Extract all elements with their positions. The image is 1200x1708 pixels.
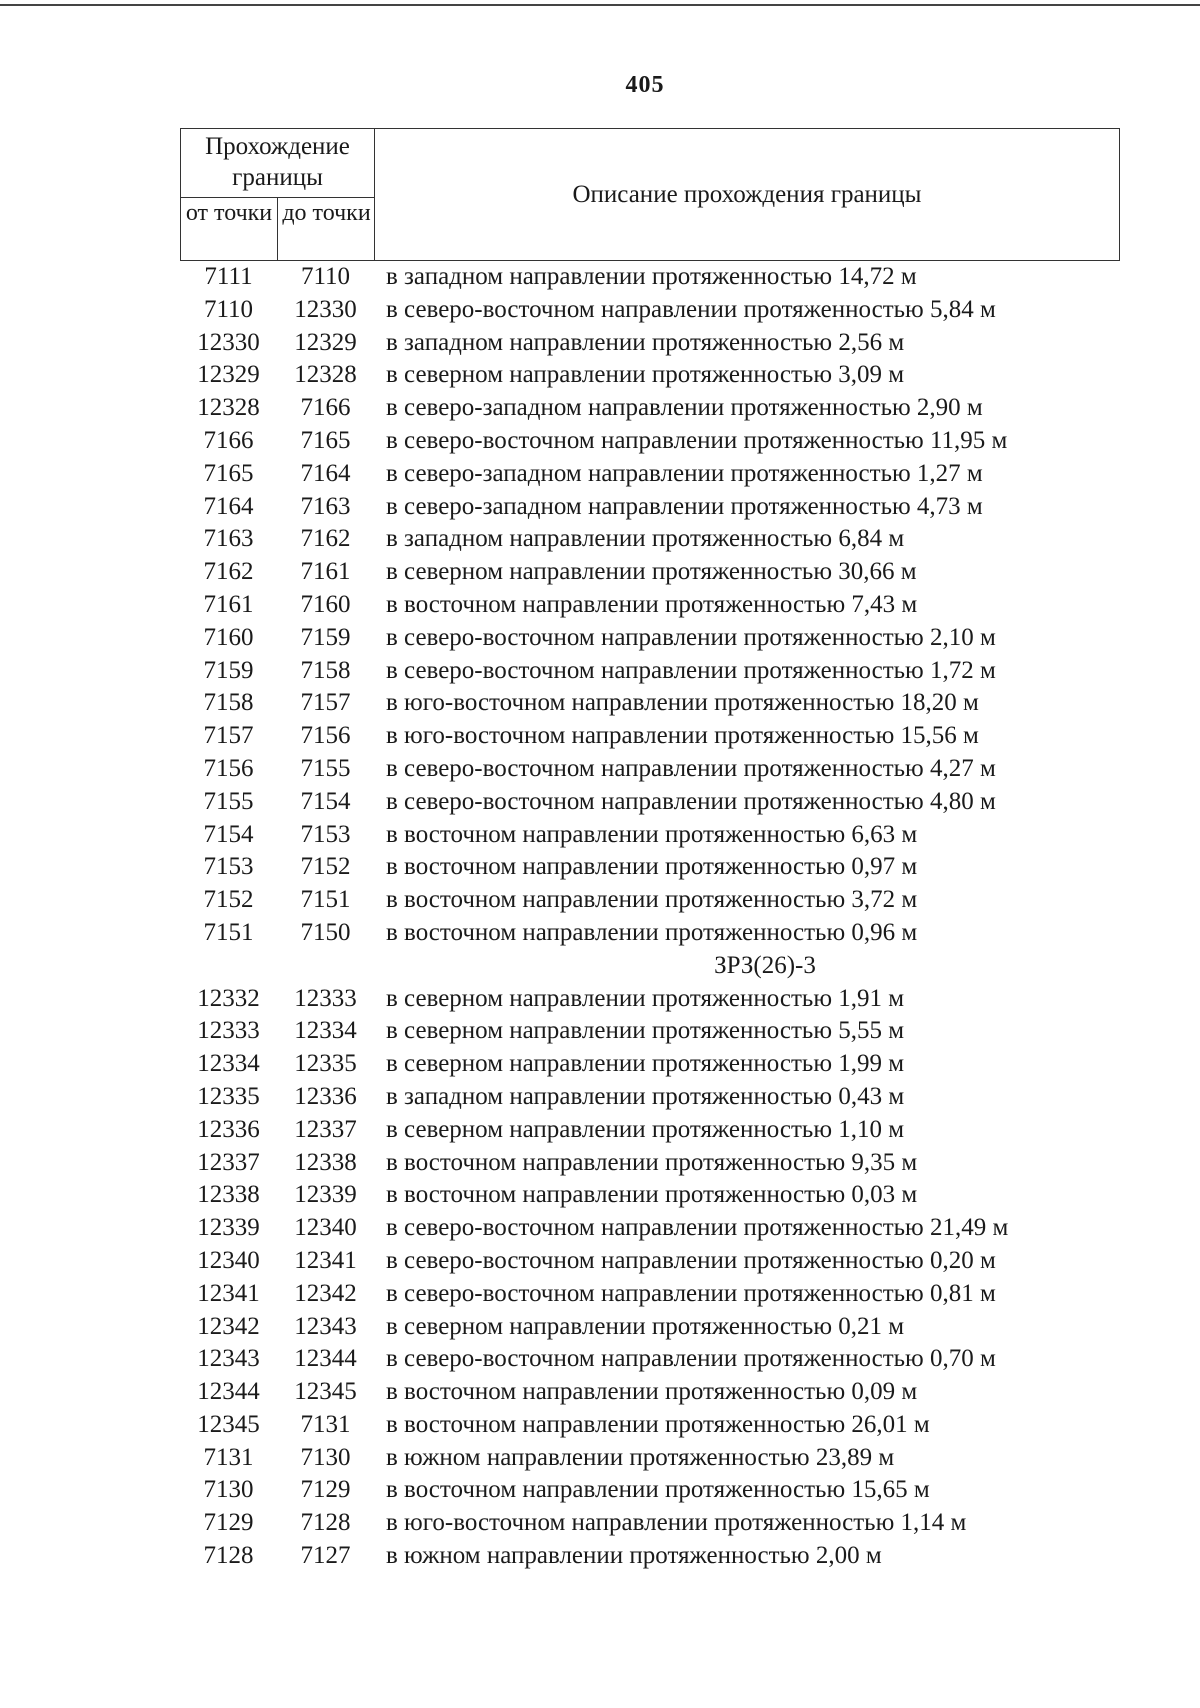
table-row xyxy=(180,819,1120,852)
table-header xyxy=(180,128,1120,261)
from-point-cell: 7111 xyxy=(204,263,253,290)
description-cell: в юго-восточном направлении протяженностью 1,14 м xyxy=(386,1509,967,1537)
to-point-cell: 7165 xyxy=(300,426,351,454)
to-point-cell: 7131 xyxy=(300,1410,351,1438)
from-point-cell: 12343 xyxy=(197,1345,260,1373)
rows-group-1 xyxy=(180,261,1120,950)
from-point-cell: 7154 xyxy=(203,820,254,848)
table-row xyxy=(180,983,1120,1016)
description-cell: в северном направлении протяженностью 1,99 м xyxy=(386,1050,905,1078)
table-row xyxy=(180,1442,1120,1475)
description-cell: в восточном направлении протяженностью 6,63 м xyxy=(386,820,918,848)
to-point-cell: 7151 xyxy=(300,886,351,914)
description-cell: в восточном направлении протяженностью 0,03 м xyxy=(386,1181,918,1209)
to-point-cell: 12329 xyxy=(294,328,357,356)
to-point-cell: 12341 xyxy=(294,1246,357,1274)
table-row xyxy=(180,1278,1120,1311)
header-boundary-passage xyxy=(181,129,375,260)
description-cell: в восточном направлении протяженностью 0,09 м xyxy=(386,1378,918,1406)
from-point-cell: 12341 xyxy=(197,1279,260,1307)
from-point-cell: 7130 xyxy=(203,1476,254,1504)
from-point-cell: 7155 xyxy=(203,787,254,815)
table-row xyxy=(180,1179,1120,1212)
table-row xyxy=(180,294,1120,327)
from-point-cell: 12337 xyxy=(197,1148,260,1176)
from-point-cell: 7110 xyxy=(203,295,254,323)
description-cell: в северо-западном направлении протяженностью 1,27 м xyxy=(386,459,983,487)
from-point-cell: 12345 xyxy=(197,1410,260,1438)
description-cell: в южном направлении протяженностью 23,89 м xyxy=(386,1443,895,1471)
to-point-cell: 7156 xyxy=(300,722,351,750)
header-from-point: от точки xyxy=(181,198,278,260)
to-point-cell: 12336 xyxy=(294,1082,357,1110)
table-row xyxy=(180,1147,1120,1180)
table-row xyxy=(180,458,1120,491)
description-cell: в западном направлении протяженностью 6,84 м xyxy=(386,525,905,553)
table-row xyxy=(180,589,1120,622)
to-point-cell: 7166 xyxy=(300,394,351,422)
boundary-table-body xyxy=(180,261,1120,1573)
table-row xyxy=(180,1540,1120,1573)
from-point-cell: 7166 xyxy=(203,426,254,454)
table-row xyxy=(180,655,1120,688)
description-cell: в юго-восточном направлении протяженностью 18,20 м xyxy=(386,689,979,717)
table-row xyxy=(180,392,1120,425)
to-point-cell: 12344 xyxy=(294,1345,357,1373)
rows-group-2 xyxy=(180,983,1120,1573)
description-cell: в юго-восточном направлении протяженностью 15,56 м xyxy=(386,722,979,750)
description-cell: в северо-восточном направлении протяженностью 0,81 м xyxy=(386,1279,996,1307)
description-cell: в северо-западном направлении протяженностью 2,90 м xyxy=(386,394,983,422)
to-point-cell: 7161 xyxy=(300,558,351,586)
table-row xyxy=(180,261,1120,294)
description-cell: в восточном направлении протяженностью 7,43 м xyxy=(386,590,918,618)
from-point-cell: 12333 xyxy=(197,1017,260,1045)
from-point-cell: 7161 xyxy=(203,590,254,618)
table-row xyxy=(180,884,1120,917)
description-cell: в восточном направлении протяженностью 3,72 м xyxy=(386,886,918,914)
table-row xyxy=(180,1114,1120,1147)
to-point-cell: 7158 xyxy=(300,656,351,684)
table-row xyxy=(180,1474,1120,1507)
table-row xyxy=(180,523,1120,556)
description-cell: в западном направлении протяженностью 0,43 м xyxy=(386,1082,905,1110)
description-cell: в северо-восточном направлении протяженностью 11,95 м xyxy=(386,426,1008,454)
table-row xyxy=(180,1343,1120,1376)
table-row xyxy=(180,917,1120,950)
table-row xyxy=(180,851,1120,884)
table-row xyxy=(180,720,1120,753)
to-point-cell: 12330 xyxy=(294,295,357,323)
description-cell: в восточном направлении протяженностью 0,96 м xyxy=(386,918,918,946)
from-point-cell: 7131 xyxy=(203,1443,254,1471)
from-point-cell: 7152 xyxy=(203,886,254,914)
description-cell: в северо-западном направлении протяженностью 4,73 м xyxy=(386,492,983,520)
to-point-cell: 12333 xyxy=(294,984,357,1012)
table-row xyxy=(180,622,1120,655)
description-cell: в северо-восточном направлении протяженностью 0,70 м xyxy=(386,1345,996,1373)
description-cell: в западном направлении протяженностью 2,56 м xyxy=(386,328,905,356)
to-point-cell: 12337 xyxy=(294,1115,357,1143)
table-row xyxy=(180,1245,1120,1278)
to-point-cell: 7129 xyxy=(300,1476,351,1504)
table-row xyxy=(180,786,1120,819)
table-row xyxy=(180,425,1120,458)
from-point-cell: 12332 xyxy=(197,984,260,1012)
from-point-cell: 12338 xyxy=(197,1181,260,1209)
to-point-cell: 12342 xyxy=(294,1279,357,1307)
to-point-cell: 12345 xyxy=(294,1378,357,1406)
from-point-cell: 12328 xyxy=(197,394,260,422)
description-cell: в западном направлении протяженностью 14,72 м xyxy=(386,263,917,290)
from-point-cell: 7163 xyxy=(203,525,254,553)
section-title: ЗРЗ(26)-3 xyxy=(714,951,816,979)
description-cell: в северном направлении протяженностью 0,21 м xyxy=(386,1312,905,1340)
to-point-cell: 12334 xyxy=(294,1017,357,1045)
to-point-cell: 7150 xyxy=(300,918,351,946)
to-point-cell: 7163 xyxy=(300,492,351,520)
description-cell: в северном направлении протяженностью 1,10 м xyxy=(386,1115,905,1143)
to-point-cell: 7160 xyxy=(300,590,351,618)
from-point-cell: 7160 xyxy=(203,623,254,651)
from-point-cell: 7164 xyxy=(203,492,254,520)
description-cell: в восточном направлении протяженностью 9,35 м xyxy=(386,1148,918,1176)
from-point-cell: 7162 xyxy=(203,558,254,586)
to-point-cell: 12343 xyxy=(294,1312,357,1340)
to-point-cell: 7130 xyxy=(300,1443,351,1471)
description-cell: в северо-восточном направлении протяженностью 1,72 м xyxy=(386,656,996,684)
to-point-cell: 7127 xyxy=(300,1542,351,1570)
table-row xyxy=(180,1409,1120,1442)
from-point-cell: 7158 xyxy=(203,689,254,717)
header-group-label: Прохождение границы xyxy=(181,129,374,198)
to-point-cell: 7162 xyxy=(300,525,351,553)
from-point-cell: 12330 xyxy=(197,328,260,356)
description-cell: в северном направлении протяженностью 1,91 м xyxy=(386,984,905,1012)
table-row xyxy=(180,1212,1120,1245)
table-row xyxy=(180,1081,1120,1114)
to-point-cell: 12340 xyxy=(294,1214,357,1242)
description-cell: в северо-восточном направлении протяженностью 4,80 м xyxy=(386,787,996,815)
description-cell: в восточном направлении протяженностью 15,65 м xyxy=(386,1476,930,1504)
from-point-cell: 7157 xyxy=(203,722,254,750)
from-point-cell: 7128 xyxy=(203,1542,254,1570)
header-description: Описание прохождения границы xyxy=(572,180,922,208)
to-point-cell: 12338 xyxy=(294,1148,357,1176)
to-point-cell: 7164 xyxy=(300,459,351,487)
page-number: 405 xyxy=(625,72,665,98)
from-point-cell: 7151 xyxy=(203,918,254,946)
from-point-cell: 7159 xyxy=(203,656,254,684)
from-point-cell: 7165 xyxy=(203,459,254,487)
top-rule xyxy=(0,4,1200,6)
header-to-point: до точки xyxy=(282,200,371,226)
table-row xyxy=(180,1376,1120,1409)
table-row xyxy=(180,687,1120,720)
from-point-cell: 7129 xyxy=(203,1509,254,1537)
from-point-cell: 7156 xyxy=(203,754,254,782)
table-row xyxy=(180,1015,1120,1048)
to-point-cell: 12328 xyxy=(294,361,357,389)
from-point-cell: 12340 xyxy=(197,1246,260,1274)
from-point-cell: 12339 xyxy=(197,1214,260,1242)
description-cell: в северо-восточном направлении протяженностью 4,27 м xyxy=(386,754,996,782)
description-cell: в восточном направлении протяженностью 26,01 м xyxy=(386,1410,930,1438)
table-row xyxy=(180,327,1120,360)
from-point-cell: 7153 xyxy=(203,853,254,881)
table-row xyxy=(180,753,1120,786)
to-point-cell: 7110 xyxy=(300,263,351,290)
table-row xyxy=(180,359,1120,392)
from-point-cell: 12342 xyxy=(197,1312,260,1340)
to-point-cell: 7159 xyxy=(300,623,351,651)
from-point-cell: 12336 xyxy=(197,1115,260,1143)
description-cell: в восточном направлении протяженностью 0,97 м xyxy=(386,853,918,881)
to-point-cell: 12339 xyxy=(294,1181,357,1209)
description-cell: в северном направлении протяженностью 3,09 м xyxy=(386,361,905,389)
to-point-cell: 7154 xyxy=(300,787,351,815)
description-cell: в северном направлении протяженностью 5,55 м xyxy=(386,1017,905,1045)
description-cell: в северо-восточном направлении протяженностью 21,49 м xyxy=(386,1214,1009,1242)
table-row xyxy=(180,491,1120,524)
table-row xyxy=(180,556,1120,589)
to-point-cell: 7152 xyxy=(300,853,351,881)
description-cell: в северо-восточном направлении протяженностью 2,10 м xyxy=(386,623,996,651)
from-point-cell: 12334 xyxy=(197,1050,260,1078)
description-cell: в северном направлении протяженностью 30,66 м xyxy=(386,558,917,586)
from-point-cell: 12344 xyxy=(197,1378,260,1406)
to-point-cell: 7153 xyxy=(300,820,351,848)
to-point-cell: 12335 xyxy=(294,1050,357,1078)
to-point-cell: 7157 xyxy=(300,689,351,717)
table-row xyxy=(180,1311,1120,1344)
to-point-cell: 7155 xyxy=(300,754,351,782)
description-cell: в северо-восточном направлении протяженностью 5,84 м xyxy=(386,295,996,323)
from-point-cell: 12329 xyxy=(197,361,260,389)
to-point-cell: 7128 xyxy=(300,1509,351,1537)
description-cell: в южном направлении протяженностью 2,00 м xyxy=(386,1542,882,1570)
description-cell: в северо-восточном направлении протяженностью 0,20 м xyxy=(386,1246,996,1274)
from-point-cell: 12335 xyxy=(197,1082,260,1110)
table-row xyxy=(180,1048,1120,1081)
table-row xyxy=(180,1507,1120,1540)
